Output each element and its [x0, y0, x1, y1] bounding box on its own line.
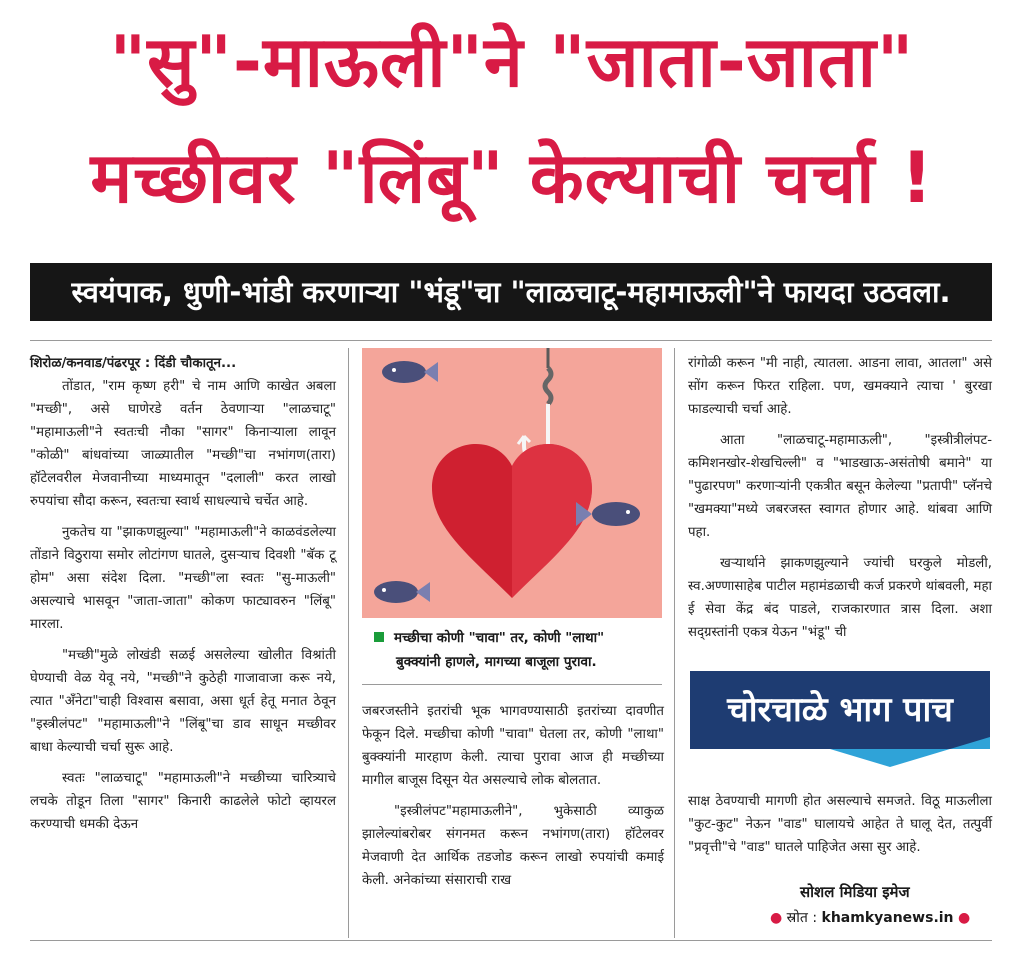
column-divider-1: [348, 348, 349, 938]
subheadline-text: स्वयंपाक, धुणी-भांडी करणाऱ्या "भंडू"चा "लाळचाटू-महामाऊली"ने फायदा उठवला.: [71, 275, 951, 309]
credit-source: ● स्रोत : khamkyanews.in ●: [770, 910, 971, 926]
headline-line-1: "सु"-माऊली"ने "जाता-जाता": [109, 21, 915, 103]
article-column-3: [688, 352, 992, 644]
caption-rule: [362, 684, 662, 685]
top-rule: [30, 340, 992, 341]
source-label: स्रोत :: [786, 910, 818, 926]
paragraph: जबरजस्तीने इतरांची भूक भागवण्यासाठी इतरांच्या दावणीत फेकून दिले. मच्छीचा कोणी "चावा" घेतला तर, कोणी "लाथा" बुक्क्यांनी मारहाण केली. त्याचा पुरावा आज ही मच्छीच्या मागील बाजूस दिसून येत असल्याचे लोक बोलतात.: [362, 704, 664, 788]
paragraph: स्वतः "लाळचाटू" "महामाऊली"ने मच्छीच्या चारित्र्याचे लचके तोडून तिला "सागर" किनारी काढलेले फोटो व्हायरल करण्याची धमकी देऊन: [30, 771, 336, 832]
paragraph: "मच्छी"मुळे लोखंडी सळई असलेल्या खोलीत विश्रांती घेण्याची वेळ येवू नये, "मच्छी"ने कुठेही गाजावाजा करू नये, त्यात "अँनेटा"चाही विश्वास बसावा, असा धूर्त हेतू मनात ठेवून "इस्त्रीलंपट" "महामाऊली"ने "लिंबू"चा डाव साधून मच्छीवर बाधा केल्याची चर्चा सुरू आहे.: [30, 648, 336, 755]
article-column-2: [362, 700, 664, 892]
caption-marker-icon: [374, 632, 384, 642]
source-site: khamkyanews.in: [821, 910, 954, 926]
column-divider-2: [674, 348, 675, 938]
image-caption: [362, 626, 662, 674]
paragraph: खऱ्यार्थाने झाकणझुल्याने ज्यांची घरकुले मोडली, स्व.अण्णासाहेब पाटील महामंडळाची कर्ज प्रकरणे थांबवली, महा ई सेवा केंद्र बंद पाडले, राजकारणात त्रास दिला. अशा सद्ग्रस्तांनी एकत्र येऊन "भंडू" ची: [688, 556, 992, 640]
article-column-1: [30, 352, 336, 836]
caption-line-1: मच्छीचा कोणी "चावा" तर, कोणी "लाथा": [394, 630, 605, 646]
bottom-rule: [30, 940, 992, 941]
paragraph: नुकतेच या "झाकणझुल्या" "महामाऊली"ने काळवंडलेल्या तोंडाने विठुराया समोर लोटांगण घातले, दुसऱ्याच दिवशी "बॅक टू होम" असा संदेश दिला. "मच्छी"ला स्वतः "सु-माऊली" असल्याचे भासवून "जाता-जाता" कोकण फाट्यावरुन "लिंबू" मारला.: [30, 525, 336, 632]
banner-title: चोरचाळे भाग पाच: [727, 690, 953, 730]
paragraph: साक्ष ठेवण्याची मागणी होत असल्याचे समजते. विठू माऊलीला "कुट-कुट" नेऊन "वाड" घालायचे आहेत ते घालू देत, तत्पुर्वी "प्रवृत्ती"चे "वाड" घातले पाहिजेत असा सुर आहे.: [688, 794, 992, 855]
caption-line-2: बुक्क्यांनी हाणले, मागच्या बाजूला पुरावा.: [396, 654, 597, 670]
dateline: शिरोळ/कनवाड/पंढरपूर : दिंडी चौकातून...: [30, 356, 237, 371]
article-column-3-continued: [688, 790, 992, 859]
paragraph: "इस्त्रीलंपट"महामाऊलीने", भुकेसाठी व्याकुळ झालेल्यांबरोबर संगनमत करून नभांगण(तारा) हॉटेलवर मेजवाणी देत आर्थिक तडजोड करून लाखो रुपयांची कमाई केली. अनेकांच्या संसाराची राख: [362, 804, 664, 888]
headline-line-2: मच्छीवर "लिंबू" केल्याची चर्चा !: [90, 137, 934, 219]
paragraph: रांगोळी करून "मी नाही, त्यातला. आडना लावा, आतला" असे सोंग करून फिरत राहिला. पण, खमक्याने त्याचा ' बुरखा फाडल्याची चर्चा आहे.: [688, 356, 992, 417]
series-banner: [690, 671, 990, 767]
heart-hook-illustration: [362, 348, 662, 618]
paragraph: तोंडात, "राम कृष्ण हरी" चे नाम आणि काखेत अबला "मच्छी", असे घाणेरडे वर्तन ठेवणाऱ्या "लाळचाटू" "महामाऊली"ने स्वतःची नौका "सागर" किनाऱ्याला लावून "कोळी" बांधवांच्या जाळ्यातील "मच्छी"चा नभांगण(तारा) हॉटेलवरील मेजवानीच्या माध्यमातून "दलाली" करत लाखो रुपयांचा सौदा करून, स्वतःचा स्वार्थ साधल्याचे चर्चेत आहे.: [30, 379, 336, 509]
subheadline-bar: [30, 263, 992, 321]
credit-title: सोशल मिडिया इमेज: [800, 883, 910, 901]
article-image-heart-hook: [362, 348, 662, 618]
paragraph: आता "लाळचाटू-महामाऊली", "इस्त्रीत्रीलंपट-कमिशनखोर-शेखचिल्ली" व "भाडखाऊ-असंतोषी बमाने" या "पुढारपण" करणाऱ्यांनी एकत्रीत बसून केलेल्या "प्रतापी" प्लॅनचे "खमक्या"मध्ये जबरजस्त स्वागत होणार आहे. थांबवा आणि पहा.: [688, 433, 992, 540]
